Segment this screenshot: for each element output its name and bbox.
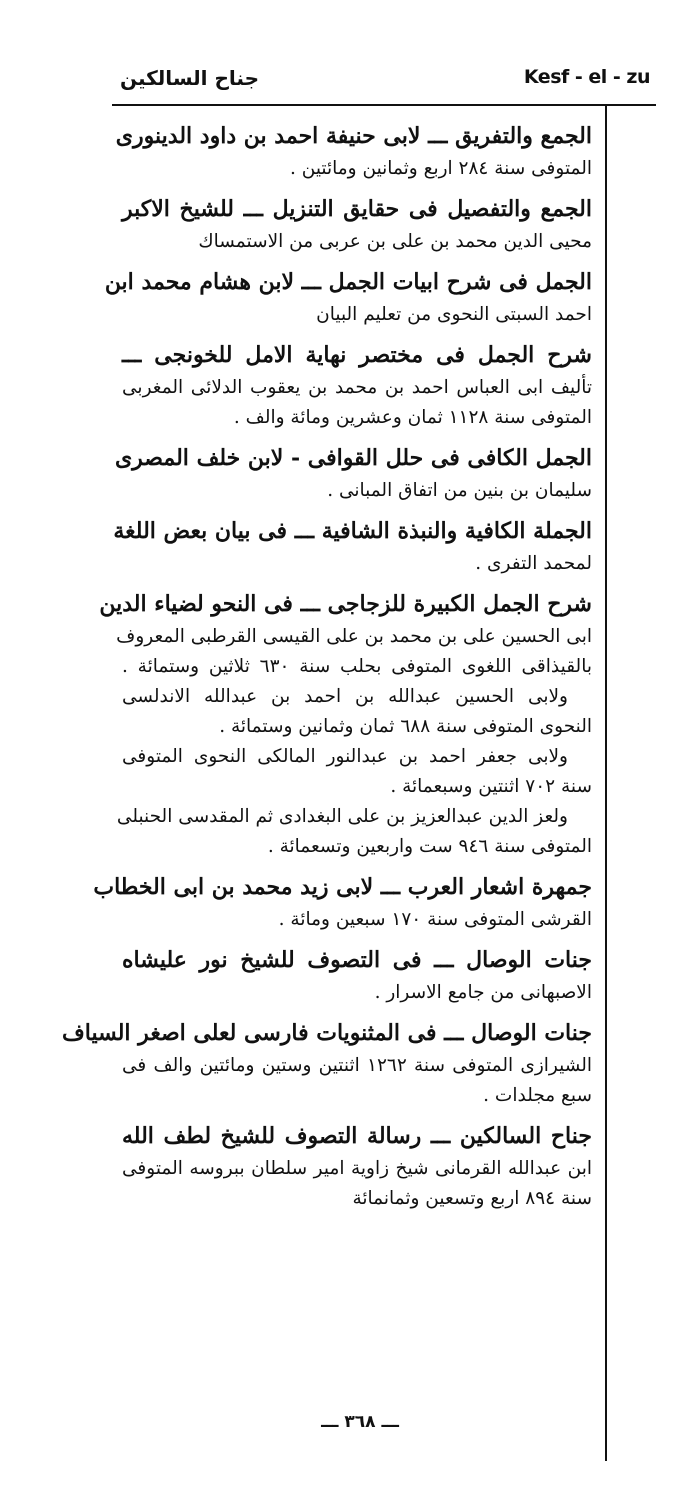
entry-heading: الجمع والتفصيل فى حقايق التنزيل ـــ للشيخ الاكبر: [122, 196, 592, 222]
page-number: ـــ ٣٦٨ ـــ: [321, 1412, 399, 1432]
entries-list: [61, 118, 592, 1221]
entry: [122, 942, 592, 1008]
entry-line: لمحمد التفرى .: [475, 553, 592, 574]
entry-heading: الجمع والتفريق ـــ لابى حنيفة احمد بن داود الدينورى: [115, 123, 592, 149]
entry-line: احمد السبتى النحوى من تعليم البيان: [316, 304, 592, 325]
running-head-title: جناح السالكين: [120, 66, 259, 90]
entry: [61, 1015, 592, 1111]
entry-heading: شرح الجمل فى مختصر نهاية الامل للخونجى ـــ: [122, 342, 592, 368]
entry: [122, 337, 592, 433]
entry: [104, 264, 592, 330]
entry: [113, 513, 592, 579]
entry-line: المتوفى سنة ٢٨٤ اربع وثمانين ومائتين .: [289, 158, 592, 179]
entry-heading: جناح السالكين ـــ رسالة التصوف للشيخ لطف الله: [122, 1123, 592, 1149]
entry-line: ابن عبدالله القرمانى شيخ زاوية امير سلطان ببروسه المتوفى: [122, 1158, 592, 1179]
entry-line: المتوفى سنة ٩٤٦ ست واربعين وتسعمائة .: [267, 836, 592, 857]
entry-heading: شرح الجمل الكبيرة للزجاجى ـــ فى النحو لضياء الدين: [99, 591, 592, 617]
entry-heading: الجملة الكافية والنبذة الشافية ـــ فى بيان بعض اللغة: [113, 518, 592, 544]
entry: [114, 440, 592, 506]
entry-line: سليمان بن بنين من اتفاق المبانى .: [327, 480, 592, 501]
entry: [93, 869, 592, 935]
entry-heading: جنات الوصال ـــ فى التصوف للشيخ نور عليشاه: [122, 947, 592, 973]
entry-line: سبع مجلدات .: [483, 1085, 592, 1106]
margin-rule: [605, 106, 607, 1461]
entry-line: ولابى جعفر احمد بن عبدالنور المالكى النحوى المتوفى: [122, 746, 568, 767]
header-rule: [112, 104, 656, 106]
entry-line: القرشى المتوفى سنة ١٧٠ سبعين ومائة .: [278, 909, 592, 930]
entry-heading: جمهرة اشعار العرب ـــ لابى زيد محمد بن ابى الخطاب: [93, 874, 592, 900]
entry: [122, 191, 592, 257]
entry: [99, 586, 592, 862]
entry-line: النحوى المتوفى سنة ٦٨٨ ثمان وثمانين وستمائة .: [219, 716, 592, 737]
entry-line: سنة ٨٩٤ اربع وتسعين وثمانمائة: [352, 1188, 592, 1209]
entry-heading: الجمل فى شرح ابيات الجمل ـــ لابن هشام محمد ابن: [104, 269, 592, 295]
entry-line: ابى الحسين على بن محمد بن على القيسى القرطبى المعروف: [116, 626, 592, 647]
entry-heading: الجمل الكافى فى حلل القوافى - لابن خلف المصرى: [114, 445, 592, 471]
entry-line: الشيرازى المتوفى سنة ١٢٦٢ اثنتين وستين ومائتين والف فى: [122, 1055, 592, 1076]
entry-line: ولعز الدين عبدالعزيز بن على البغدادى ثم المقدسى الحنبلى: [116, 806, 568, 827]
entry-line: الاصبهانى من جامع الاسرار .: [374, 982, 592, 1003]
entry-line: ولابى الحسين عبدالله بن احمد بن عبدالله الاندلسى: [122, 686, 568, 707]
entry-line: بالقيذاقى اللغوى المتوفى بحلب سنة ٦٣٠ ثلاثين وستمائة .: [122, 656, 592, 677]
running-head-latin: Kesf - el - zu: [523, 66, 650, 88]
entry: [115, 118, 592, 184]
entry-line: تأليف ابى العباس احمد بن محمد بن يعقوب الدلائى المغربى: [122, 377, 592, 398]
entry-line: سنة ٧٠٢ اثنتين وسبعمائة .: [390, 776, 592, 797]
entry: [122, 1118, 592, 1214]
entry-heading: جنات الوصال ـــ فى المثنويات فارسى لعلى اصغر السياف: [61, 1020, 592, 1046]
entry-line: محيى الدين محمد بن على بن عربى من الاستمساك: [198, 231, 592, 252]
entry-line: المتوفى سنة ١١٢٨ ثمان وعشرين ومائة والف .: [233, 407, 592, 428]
